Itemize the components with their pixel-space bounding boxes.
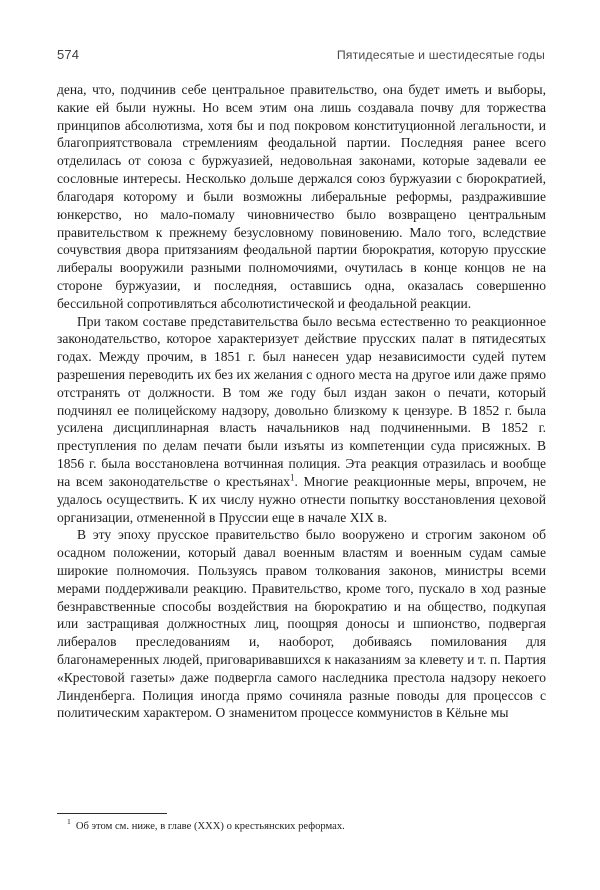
paragraph-2-text-after-note: . Многие реакционные меры, впрочем, не удалось осуществить. К их числу нужно отнести попытку восстановления цеховой организации, отмененной в Пруссии еще в начале XIX в. <box>57 473 546 525</box>
footnote-area <box>57 813 546 834</box>
body-text-block <box>57 81 546 722</box>
footnote-text-1: Об этом см. ниже, в главе (XXX) о крестьянских реформах. <box>75 821 345 832</box>
running-head-title: Пятидесятые и шестидесятые годы <box>336 48 545 62</box>
running-head <box>57 47 545 67</box>
page-number: 574 <box>57 47 80 62</box>
footnote-number-1: 1 <box>67 817 71 827</box>
paragraph-2-text-before-note: При таком составе представительства было весьма естественно то реакционное законодательство, которое характеризует действие прусских палат в пятидесятых годах. Между прочим, в 1851 г. был нанесен удар независимости судей путем разрешения переводить их без их желания с одного места на другое или даже прямо отстранять от должности. В том же году был издан закон о печати, который подчинял ее полицейскому надзору, довольно близкому к цензуре. В 1852 г. была усилена дисциплинарная власть начальников над подчиненными. В 1852 г. преступления по делам печати были изъяты из компетенции суда присяжных. В 1856 г. была восстановлена вотчинная полиция. Эта реакция отразилась и вообще на всем законодательстве о крестьянах <box>57 313 546 489</box>
footnote-separator-rule <box>57 813 167 814</box>
paragraph-1: дена, что, подчинив себе центральное правительство, она будет иметь и выборы, какие ей были нужны. Но всем этим она лишь создавала почву для торжества принципов абсолютизма, хотя бы и под покровом конституционной легальности, и благоприятствовала стремлениям феодальной партии. Последняя ранее всего отделилась от союза с буржуазией, недовольная законами, которые задевали ее сословные интересы. Несколько дольше держался союз буржуазии с бюрократией, благодаря которому и были возможны либеральные реформы, раздражившие юнкерство, но мало-помалу чиновничество было возвращено центральным правительством к прежнему безусловному повиновению. Мало того, вследствие сочувствия двора притязаниям феодальной партии бюрократия, которую прусские либералы вооружили разными полномочиями, очутилась в конце концов не на стороне буржуазии, и последняя, оставшись одна, оказалась совершенно бессильной сопротивляться абсолютистической и феодальной реакции. <box>57 82 546 311</box>
paragraph-3: В эту эпоху прусское правительство было вооружено и строгим законом об осадном положении, который давал военным властям и военным судам самые широкие полномочия. Пользуясь правом толкования законов, министры всеми мерами поддерживали реакцию. Правительство, кроме того, пускало в ход разные безнравственные способы воздействия на бюрократию и на общество, подкупая или застращивая должностных лиц, поощряя доносы и шпионство, подвергая либералов преследованиям и, наоборот, добиваясь помилования для благонамеренных людей, приговаривавшихся к наказаниям за клевету и т. п. Партия «Крестовой газеты» даже подвергла самого наследника престола надзору некоего Линденберга. Полиция иногда прямо сочиняла разные поводы для процессов с политическим характером. О знаменитом процессе коммунистов в Кёльне мы <box>57 527 546 721</box>
footnote-item-1 <box>57 817 546 834</box>
paragraph-2 <box>57 313 546 527</box>
footnote-reference-1[interactable]: 1 <box>290 472 295 483</box>
